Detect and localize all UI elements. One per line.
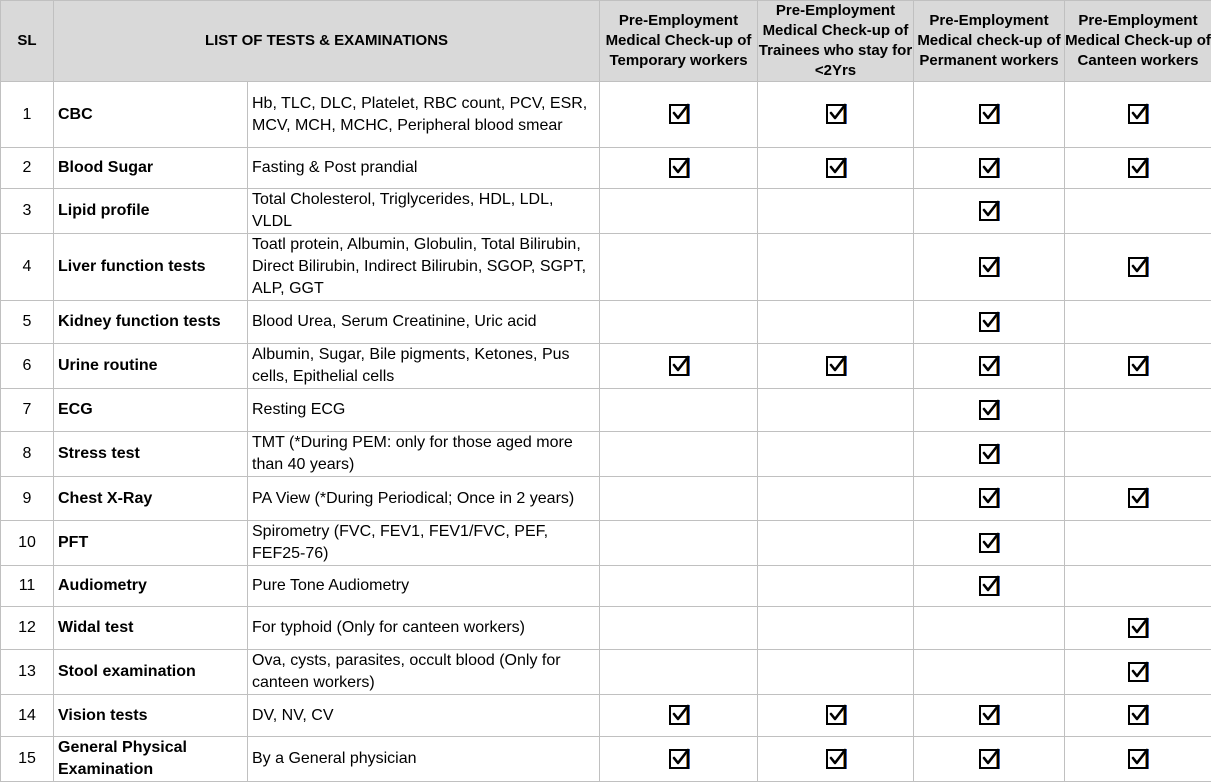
row-test-detail: PA View (*During Periodical; Once in 2 years) xyxy=(248,477,600,521)
row-test-name: Audiometry xyxy=(54,566,248,607)
check-permanent xyxy=(914,607,1065,650)
row-test-name: Urine routine xyxy=(54,344,248,389)
check-canteen xyxy=(1065,234,1211,301)
check-trainees xyxy=(758,389,914,432)
row-test-name: Blood Sugar xyxy=(54,148,248,189)
row-test-name: Chest X-Ray xyxy=(54,477,248,521)
check-trainees xyxy=(758,234,914,301)
check-permanent xyxy=(914,477,1065,521)
check-permanent xyxy=(914,301,1065,344)
row-test-name: Widal test xyxy=(54,607,248,650)
row-test-name: General Physical Examination xyxy=(54,737,248,782)
check-trainees xyxy=(758,737,914,782)
row-test-detail: Spirometry (FVC, FEV1, FEV1/FVC, PEF, FEF25-76) xyxy=(248,521,600,566)
check-permanent xyxy=(914,650,1065,695)
check-canteen xyxy=(1065,695,1211,737)
table-row xyxy=(1,521,1211,566)
check-temporary xyxy=(600,189,758,234)
row-sl: 6 xyxy=(1,344,54,389)
table-row xyxy=(1,737,1211,782)
check-trainees xyxy=(758,344,914,389)
checked-checkbox-icon xyxy=(826,705,846,725)
check-temporary xyxy=(600,344,758,389)
header-canteen: Pre-Employment Medical Check-up of Canteen workers xyxy=(1065,1,1211,82)
checked-checkbox-icon xyxy=(826,749,846,769)
row-test-name: ECG xyxy=(54,389,248,432)
table-row xyxy=(1,607,1211,650)
check-canteen xyxy=(1065,389,1211,432)
check-temporary xyxy=(600,695,758,737)
checked-checkbox-icon xyxy=(979,400,999,420)
checked-checkbox-icon xyxy=(1128,662,1148,682)
checked-checkbox-icon xyxy=(979,576,999,596)
row-sl: 4 xyxy=(1,234,54,301)
row-test-detail: Toatl protein, Albumin, Globulin, Total Bilirubin, Direct Bilirubin, Indirect Bilirubin, SGOP, SGPT, ALP, GGT xyxy=(248,234,600,301)
row-test-name: Liver function tests xyxy=(54,234,248,301)
check-canteen xyxy=(1065,650,1211,695)
checked-checkbox-icon xyxy=(1128,356,1148,376)
check-temporary xyxy=(600,650,758,695)
row-test-detail: DV, NV, CV xyxy=(248,695,600,737)
row-test-name: Lipid profile xyxy=(54,189,248,234)
checked-checkbox-icon xyxy=(826,356,846,376)
header-trainees: Pre-Employment Medical Check-up of Trainees who stay for <2Yrs xyxy=(758,1,914,82)
check-canteen xyxy=(1065,566,1211,607)
checked-checkbox-icon xyxy=(979,158,999,178)
checked-checkbox-icon xyxy=(669,158,689,178)
table-row xyxy=(1,148,1211,189)
checked-checkbox-icon xyxy=(979,104,999,124)
checked-checkbox-icon xyxy=(669,749,689,769)
row-sl: 3 xyxy=(1,189,54,234)
check-trainees xyxy=(758,301,914,344)
check-permanent xyxy=(914,189,1065,234)
check-permanent xyxy=(914,432,1065,477)
row-test-name: Stool examination xyxy=(54,650,248,695)
checked-checkbox-icon xyxy=(1128,257,1148,277)
table-row xyxy=(1,432,1211,477)
row-sl: 5 xyxy=(1,301,54,344)
check-trainees xyxy=(758,566,914,607)
check-trainees xyxy=(758,521,914,566)
row-test-name: Stress test xyxy=(54,432,248,477)
check-canteen xyxy=(1065,607,1211,650)
row-test-detail: Total Cholesterol, Triglycerides, HDL, LDL, VLDL xyxy=(248,189,600,234)
check-canteen xyxy=(1065,189,1211,234)
header-permanent: Pre-Employment Medical check-up of Permanent workers xyxy=(914,1,1065,82)
checked-checkbox-icon xyxy=(669,356,689,376)
table-row xyxy=(1,189,1211,234)
header-temporary: Pre-Employment Medical Check-up of Temporary workers xyxy=(600,1,758,82)
check-canteen xyxy=(1065,82,1211,148)
check-permanent xyxy=(914,234,1065,301)
check-trainees xyxy=(758,650,914,695)
checked-checkbox-icon xyxy=(979,705,999,725)
row-sl: 8 xyxy=(1,432,54,477)
check-temporary xyxy=(600,389,758,432)
check-temporary xyxy=(600,432,758,477)
checked-checkbox-icon xyxy=(1128,618,1148,638)
check-temporary xyxy=(600,607,758,650)
table-row xyxy=(1,477,1211,521)
checked-checkbox-icon xyxy=(826,158,846,178)
row-sl: 2 xyxy=(1,148,54,189)
row-test-detail: Fasting & Post prandial xyxy=(248,148,600,189)
row-test-detail: Blood Urea, Serum Creatinine, Uric acid xyxy=(248,301,600,344)
checked-checkbox-icon xyxy=(979,444,999,464)
check-permanent xyxy=(914,389,1065,432)
check-trainees xyxy=(758,432,914,477)
check-permanent xyxy=(914,521,1065,566)
checked-checkbox-icon xyxy=(1128,158,1148,178)
checked-checkbox-icon xyxy=(979,749,999,769)
header-list: LIST OF TESTS & EXAMINATIONS xyxy=(54,1,600,82)
row-test-detail: For typhoid (Only for canteen workers) xyxy=(248,607,600,650)
checked-checkbox-icon xyxy=(1128,488,1148,508)
table-row xyxy=(1,650,1211,695)
check-temporary xyxy=(600,737,758,782)
checked-checkbox-icon xyxy=(1128,104,1148,124)
checked-checkbox-icon xyxy=(1128,749,1148,769)
row-test-name: Vision tests xyxy=(54,695,248,737)
checked-checkbox-icon xyxy=(979,257,999,277)
table-row xyxy=(1,566,1211,607)
check-permanent xyxy=(914,82,1065,148)
row-test-detail: TMT (*During PEM: only for those aged more than 40 years) xyxy=(248,432,600,477)
check-temporary xyxy=(600,234,758,301)
row-test-detail: By a General physician xyxy=(248,737,600,782)
row-sl: 11 xyxy=(1,566,54,607)
row-test-detail: Ova, cysts, parasites, occult blood (Only for canteen workers) xyxy=(248,650,600,695)
check-trainees xyxy=(758,148,914,189)
checked-checkbox-icon xyxy=(979,488,999,508)
table-row xyxy=(1,301,1211,344)
check-canteen xyxy=(1065,432,1211,477)
check-temporary xyxy=(600,477,758,521)
check-canteen xyxy=(1065,521,1211,566)
checked-checkbox-icon xyxy=(979,533,999,553)
row-sl: 10 xyxy=(1,521,54,566)
check-trainees xyxy=(758,477,914,521)
row-sl: 15 xyxy=(1,737,54,782)
check-temporary xyxy=(600,566,758,607)
row-sl: 14 xyxy=(1,695,54,737)
check-temporary xyxy=(600,148,758,189)
row-sl: 13 xyxy=(1,650,54,695)
table-row xyxy=(1,695,1211,737)
check-canteen xyxy=(1065,301,1211,344)
header-sl: SL xyxy=(1,1,54,82)
check-trainees xyxy=(758,607,914,650)
checked-checkbox-icon xyxy=(1128,705,1148,725)
check-temporary xyxy=(600,301,758,344)
header-row xyxy=(1,1,1211,82)
row-test-name: Kidney function tests xyxy=(54,301,248,344)
check-permanent xyxy=(914,737,1065,782)
table-row xyxy=(1,82,1211,148)
check-trainees xyxy=(758,189,914,234)
checked-checkbox-icon xyxy=(669,104,689,124)
check-permanent xyxy=(914,344,1065,389)
table-row xyxy=(1,389,1211,432)
checked-checkbox-icon xyxy=(979,356,999,376)
check-canteen xyxy=(1065,477,1211,521)
row-test-detail: Resting ECG xyxy=(248,389,600,432)
checked-checkbox-icon xyxy=(979,312,999,332)
row-test-detail: Pure Tone Audiometry xyxy=(248,566,600,607)
check-permanent xyxy=(914,148,1065,189)
check-canteen xyxy=(1065,148,1211,189)
check-temporary xyxy=(600,521,758,566)
check-canteen xyxy=(1065,737,1211,782)
check-permanent xyxy=(914,566,1065,607)
row-sl: 1 xyxy=(1,82,54,148)
row-sl: 7 xyxy=(1,389,54,432)
row-test-name: CBC xyxy=(54,82,248,148)
checked-checkbox-icon xyxy=(669,705,689,725)
checked-checkbox-icon xyxy=(826,104,846,124)
table-row xyxy=(1,344,1211,389)
check-canteen xyxy=(1065,344,1211,389)
check-temporary xyxy=(600,82,758,148)
check-trainees xyxy=(758,695,914,737)
check-trainees xyxy=(758,82,914,148)
row-test-detail: Albumin, Sugar, Bile pigments, Ketones, Pus cells, Epithelial cells xyxy=(248,344,600,389)
row-sl: 12 xyxy=(1,607,54,650)
check-permanent xyxy=(914,695,1065,737)
row-test-detail: Hb, TLC, DLC, Platelet, RBC count, PCV, ESR, MCV, MCH, MCHC, Peripheral blood smear xyxy=(248,82,600,148)
row-sl: 9 xyxy=(1,477,54,521)
row-test-name: PFT xyxy=(54,521,248,566)
table-row xyxy=(1,234,1211,301)
checked-checkbox-icon xyxy=(979,201,999,221)
